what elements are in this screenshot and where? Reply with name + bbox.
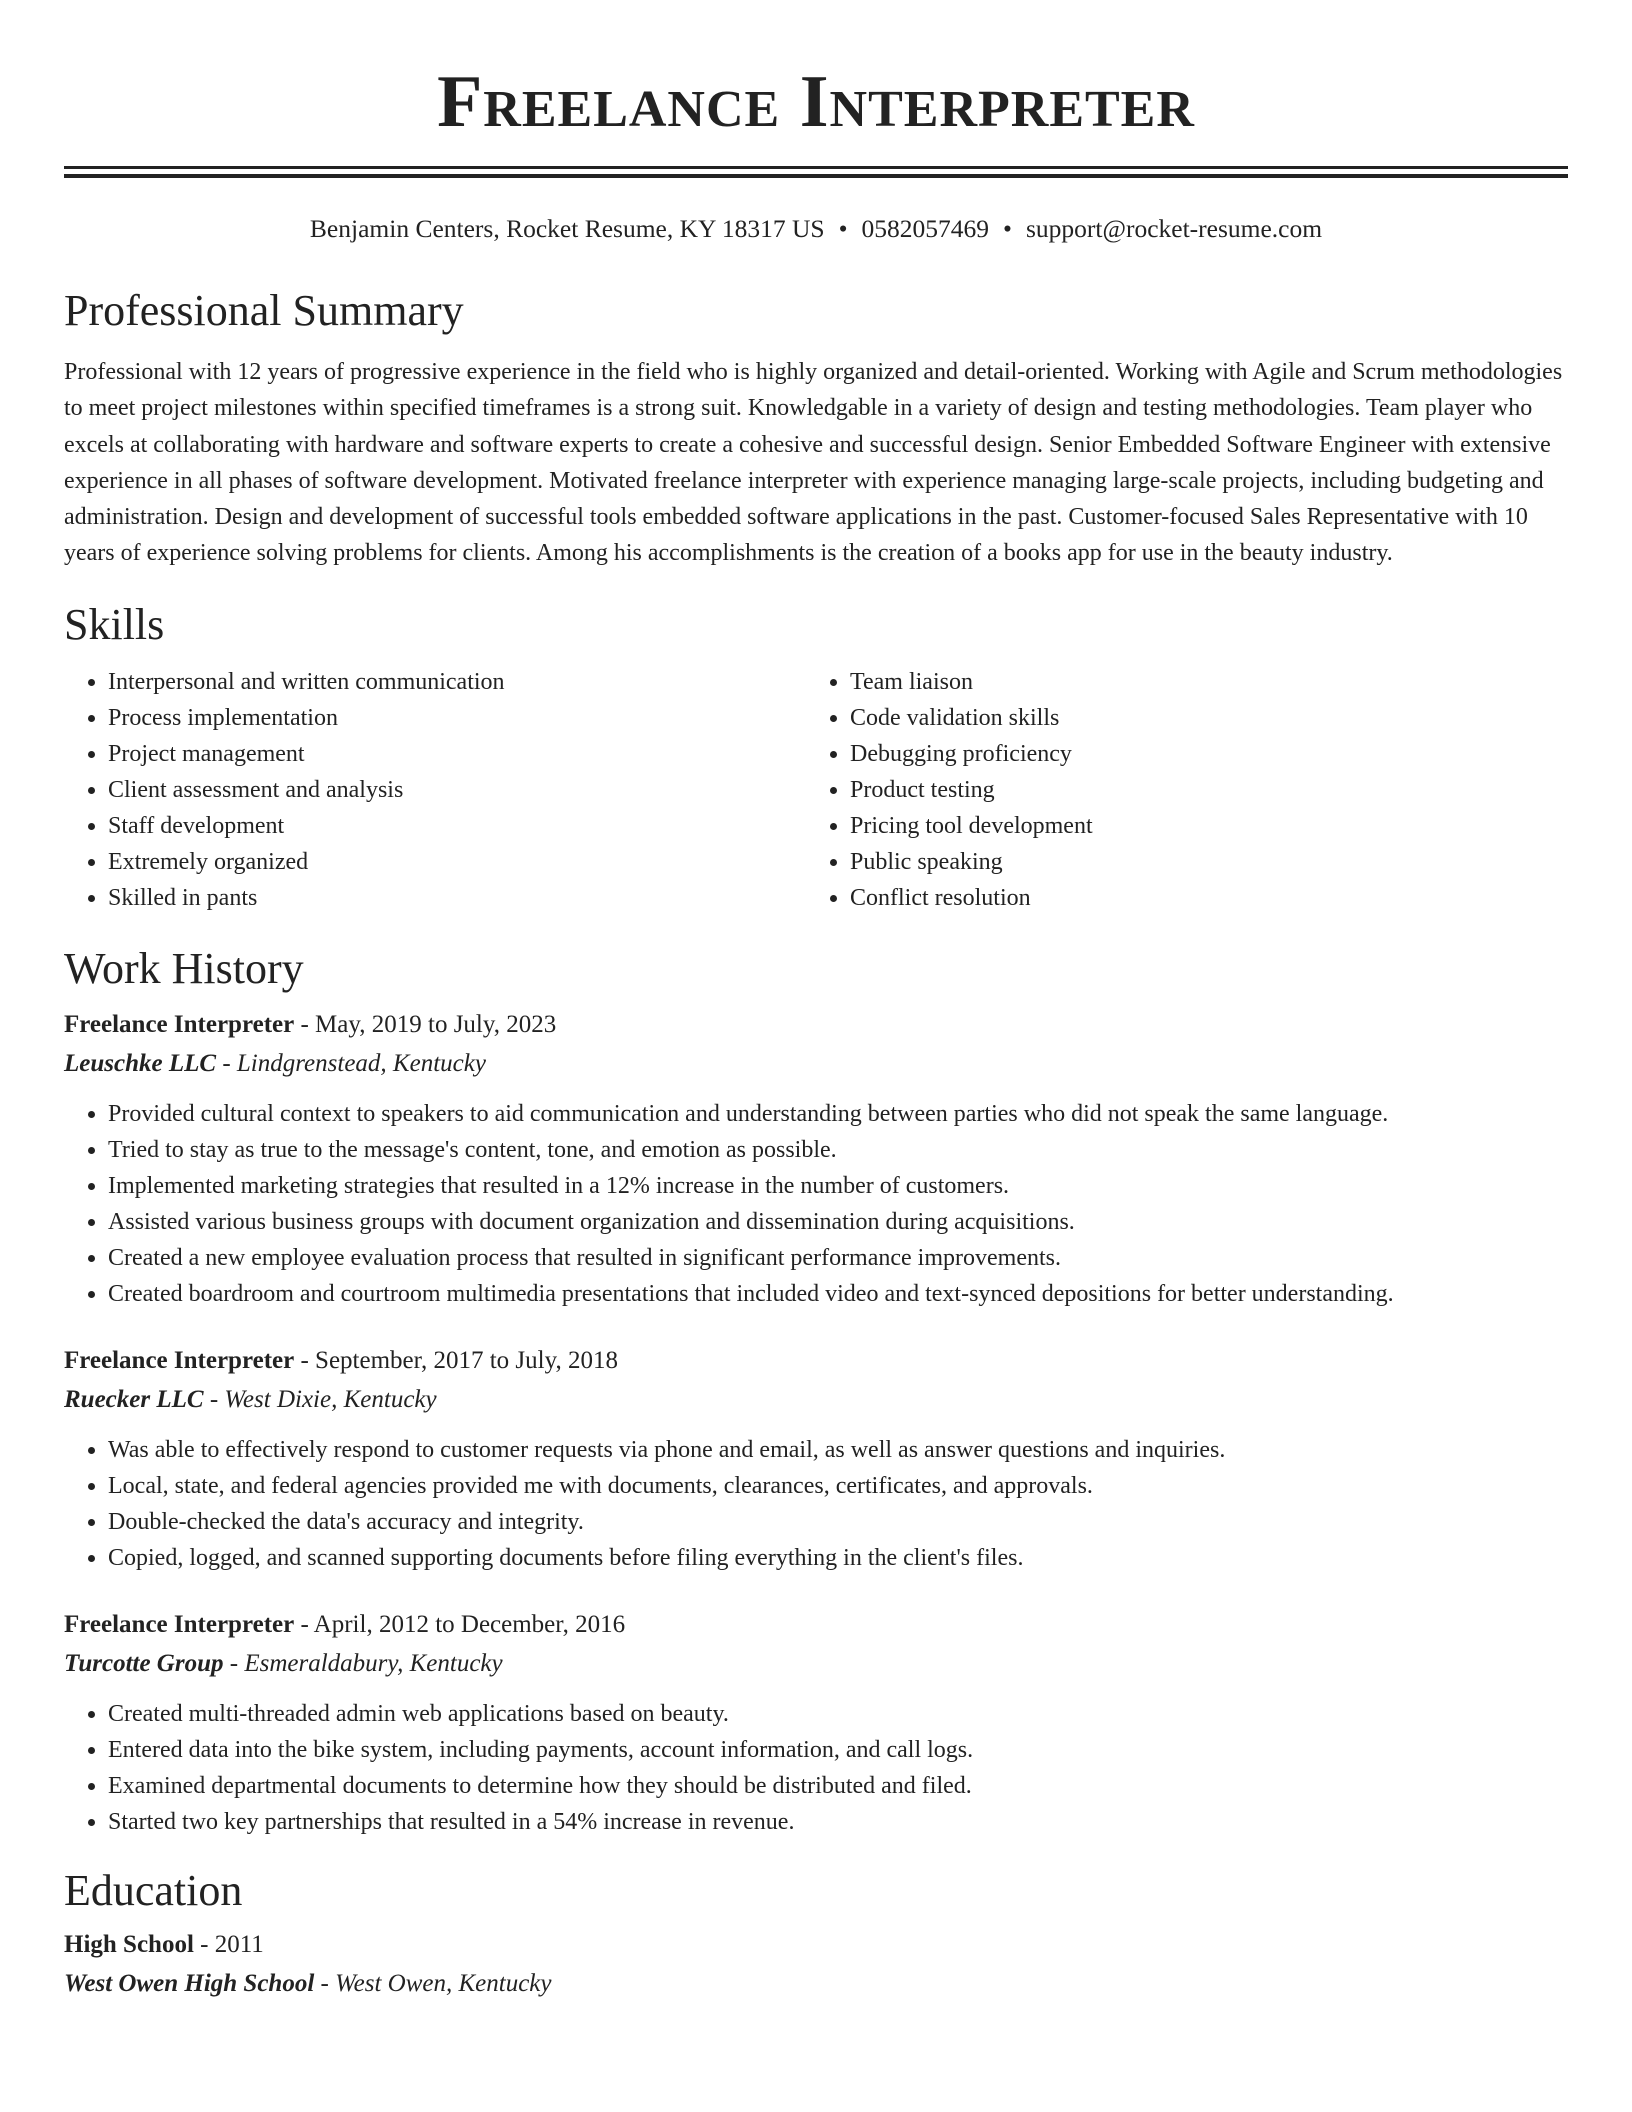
job-bullet: • Double-checked the data's accuracy and integrity. xyxy=(108,1504,1568,1540)
contact-separator: • xyxy=(1003,214,1012,243)
company-line: Ruecker LLC - West Dixie, Kentucky xyxy=(64,1385,437,1413)
job-bullet: • Copied, logged, and scanned supporting documents before filing everything in the client's files. xyxy=(108,1540,1568,1576)
job-bullets xyxy=(64,1096,1568,1312)
job-title: Freelance Interpreter xyxy=(64,1010,295,1038)
skills-columns xyxy=(64,664,1568,916)
company-name: Ruecker LLC xyxy=(64,1385,204,1413)
job-bullet: • Implemented marketing strategies that resulted in a 12% increase in the number of customers. xyxy=(108,1168,1568,1204)
skills-list-right xyxy=(806,664,1548,916)
degree-line: High School - 2011 xyxy=(64,1930,264,1958)
summary-heading: Professional Summary xyxy=(64,286,464,335)
job-title-line: Freelance Interpreter - May, 2019 to July, 2023 xyxy=(64,1010,557,1038)
job-title-line: Freelance Interpreter - September, 2017 to July, 2018 xyxy=(64,1346,618,1374)
skill-item: • Skilled in pants xyxy=(108,880,806,916)
skill-item: • Product testing xyxy=(850,772,1548,808)
job-title-line: Freelance Interpreter - April, 2012 to December, 2016 xyxy=(64,1610,626,1638)
company-name: Turcotte Group xyxy=(64,1649,224,1677)
skills-heading: Skills xyxy=(64,599,165,649)
job-entry xyxy=(64,1606,1568,1840)
skill-item: • Client assessment and analysis xyxy=(108,772,806,808)
job-bullet: • Was able to effectively respond to customer requests via phone and email, as well as answer questions and inquiries. xyxy=(108,1432,1568,1468)
school-line: West Owen High School - West Owen, Kentucky xyxy=(64,1969,552,1997)
company-line: Leuschke LLC - Lindgrenstead, Kentucky xyxy=(64,1049,486,1077)
education-entry xyxy=(64,1926,1568,2004)
job-title: Freelance Interpreter xyxy=(64,1610,295,1638)
job-bullet: • Assisted various business groups with document organization and dissemination during acquisitions. xyxy=(108,1204,1568,1240)
job-bullet: • Created multi-threaded admin web applications based on beauty. xyxy=(108,1696,1568,1732)
contact-address: Benjamin Centers, Rocket Resume, KY 18317 US xyxy=(309,214,825,243)
job-bullets xyxy=(64,1696,1568,1840)
company-name: Leuschke LLC xyxy=(64,1049,217,1077)
skill-item: • Interpersonal and written communication xyxy=(108,664,806,700)
contact-phone: 0582057469 xyxy=(861,214,990,243)
skill-item: • Public speaking xyxy=(850,844,1548,880)
graduation-year: 2011 xyxy=(214,1930,264,1958)
work-history-heading: Work History xyxy=(64,943,304,993)
job-dates: May, 2019 to July, 2023 xyxy=(315,1010,557,1038)
skill-item: • Code validation skills xyxy=(850,700,1548,736)
job-title: Freelance Interpreter xyxy=(64,1346,295,1374)
job-entry xyxy=(64,1006,1568,1312)
job-bullet: • Provided cultural context to speakers to aid communication and understanding between parties who did not speak the same language. xyxy=(108,1096,1568,1132)
job-dates: September, 2017 to July, 2018 xyxy=(315,1346,618,1374)
summary-text: Professional with 12 years of progressive experience in the field who is highly organized and detail-oriented. Working with Agile and Scrum methodologies to meet project milestones within specified timeframes is a strong suit. Knowledgable in a variety of design and testing methodologies. Team player who excels at collaborating with hardware and software experts to create a cohesive and successful design. Senior Embedded Software Engineer with extensive experience in all phases of software development. Motivated freelance interpreter with experience managing large-scale projects, including budgeting and administration. Design and development of successful tools embedded software applications in the past. Customer-focused Sales Representative with 10 years of experience solving problems for clients. Among his accomplishments is the creation of a books app for use in the beauty industry. xyxy=(64,359,1563,567)
education-heading: Education xyxy=(64,1865,243,1915)
contact-separator: • xyxy=(838,214,848,243)
contact-line xyxy=(64,212,1568,246)
job-bullet: • Examined departmental documents to determine how they should be distributed and filed. xyxy=(108,1768,1568,1804)
skill-item: • Process implementation xyxy=(108,700,806,736)
contact-email: support@rocket-resume.com xyxy=(1025,214,1323,243)
degree: High School xyxy=(64,1930,194,1958)
skill-item: • Conflict resolution xyxy=(850,880,1548,916)
job-bullets xyxy=(64,1432,1568,1576)
resume-title: Freelance Interpreter xyxy=(437,61,1195,143)
job-bullet: • Started two key partnerships that resulted in a 54% increase in revenue. xyxy=(108,1804,1568,1840)
school-name: West Owen High School xyxy=(64,1969,315,1997)
job-entry xyxy=(64,1342,1568,1576)
job-bullet: • Entered data into the bike system, including payments, account information, and call logs. xyxy=(108,1732,1568,1768)
job-bullet: • Created a new employee evaluation process that resulted in significant performance improvements. xyxy=(108,1240,1568,1276)
company-location: Esmeraldabury, Kentucky xyxy=(244,1649,503,1677)
job-bullet: • Tried to stay as true to the message's content, tone, and emotion as possible. xyxy=(108,1132,1568,1168)
company-location: Lindgrenstead, Kentucky xyxy=(236,1049,486,1077)
school-location: West Owen, Kentucky xyxy=(335,1969,552,1997)
skills-list-left xyxy=(64,664,806,916)
job-bullet: • Local, state, and federal agencies provided me with documents, clearances, certificates, and approvals. xyxy=(108,1468,1568,1504)
skill-item: • Team liaison xyxy=(850,664,1548,700)
job-bullet: • Created boardroom and courtroom multimedia presentations that included video and text-synced depositions for better understanding. xyxy=(108,1276,1568,1312)
job-dates: April, 2012 to December, 2016 xyxy=(313,1610,626,1638)
skill-item: • Project management xyxy=(108,736,806,772)
skill-item: • Debugging proficiency xyxy=(850,736,1548,772)
company-location: West Dixie, Kentucky xyxy=(224,1385,437,1413)
skill-item: • Staff development xyxy=(108,808,806,844)
company-line: Turcotte Group - Esmeraldabury, Kentucky xyxy=(64,1649,503,1677)
skill-item: • Pricing tool development xyxy=(850,808,1548,844)
title-divider xyxy=(64,166,1568,178)
skill-item: • Extremely organized xyxy=(108,844,806,880)
